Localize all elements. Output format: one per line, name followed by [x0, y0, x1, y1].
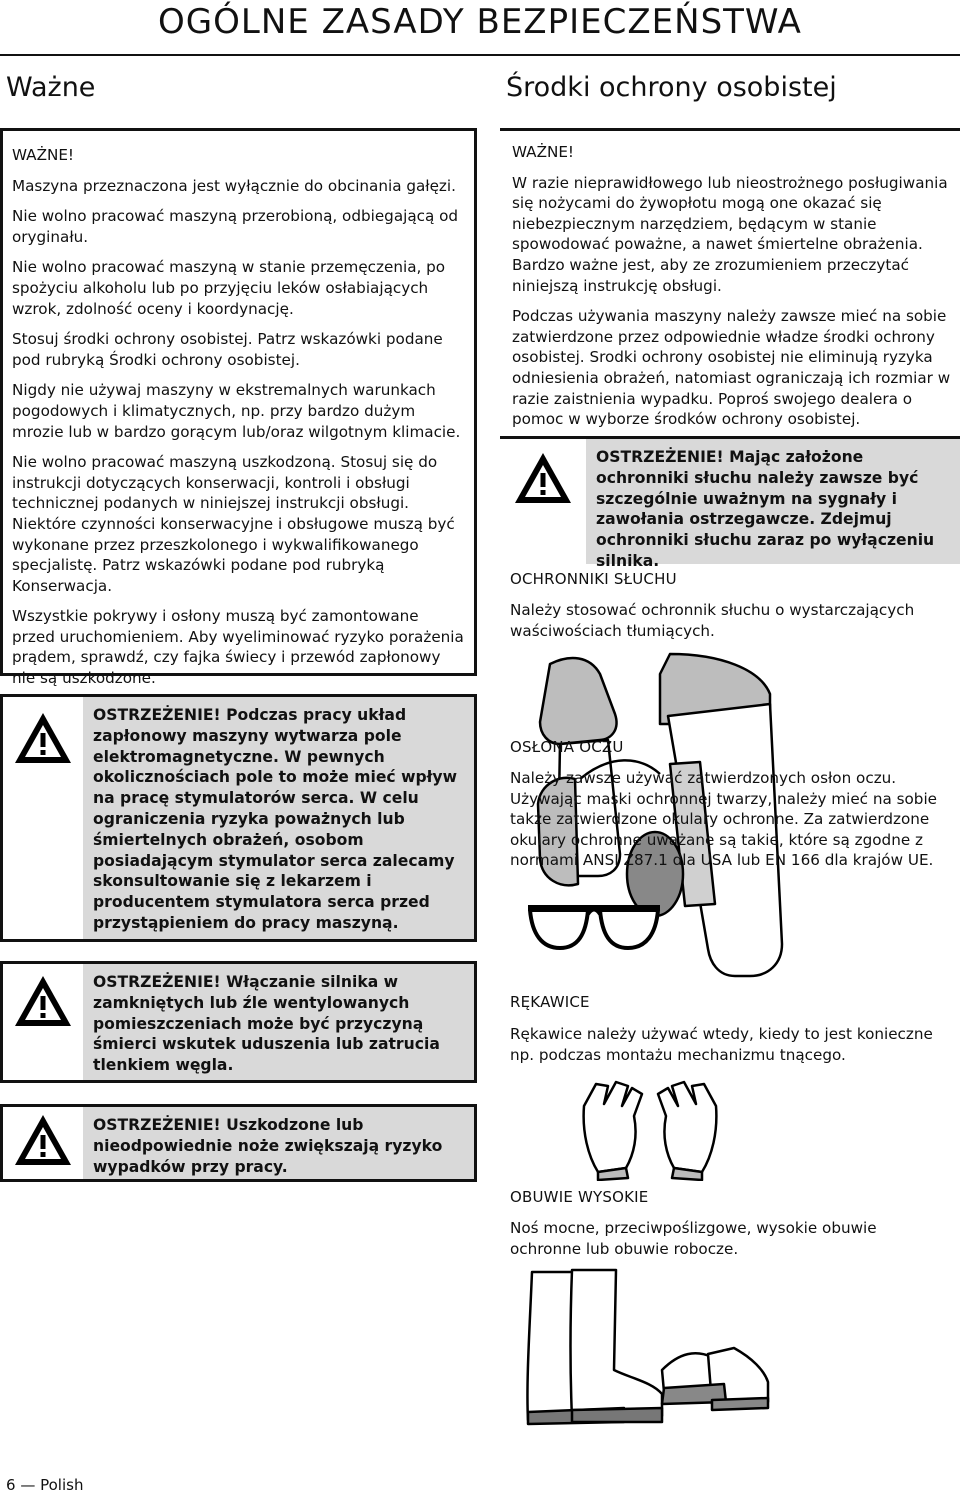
- eyes-text: Należy zawsze używać zatwierdzonych osłon oczu. Używając maski ochronnej twarzy, należy mieć na sobie także zatwierdzone okulary ochronne. Za zatwierdzone okulary ochronne uważane są takie, które są zgodne z normami ANSI Z87.1 dla USA lub EN 166 dla krajów UE.: [510, 769, 938, 870]
- hearing-text: Należy stosować ochronnik słuchu o wystarczających waściwościach tłumiących.: [510, 601, 915, 640]
- warning-box-hearing: [500, 436, 960, 570]
- important-paragraph: Wszystkie pokrywy i osłony muszą być zamontowane przed uruchomieniem. Aby wyeliminować ryzyko porażenia prądem, sprawdź, czy fajka świecy i przewód zapłonowy nie są uszkodzone.: [12, 607, 464, 688]
- warning-text: OSTRZEŻENIE! Mając założone ochronniki słuchu należy zawsze być szczególnie uważnym na sygnały i zawołania ostrzegawcze. Zdejmuj ochronniki słuchu zaraz po wyłączeniu silnika.: [596, 448, 935, 570]
- important-paragraph: Maszyna przeznaczona jest wyłącznie do obcinania gałęzi.: [12, 176, 456, 195]
- hearing-title: OCHRONNIKI SŁUCHU: [510, 570, 677, 588]
- page-number: 6: [6, 1476, 16, 1494]
- warning-box-ventilation: [0, 961, 477, 1083]
- title-divider: [0, 54, 960, 56]
- right-important-block: [512, 142, 952, 430]
- warning-box-pacemaker: [0, 694, 477, 942]
- important-label: WAŻNE!: [12, 146, 75, 164]
- important-paragraph: Stosuj środki ochrony osobistej. Patrz wskazówki podane pod rubryką Środki ochrony osobistej.: [12, 330, 443, 369]
- important-paragraph: Nie wolno pracować maszyną przerobioną, odbiegającą od oryginału.: [12, 207, 459, 246]
- footer-dash: —: [20, 1476, 36, 1494]
- important-box: [0, 128, 477, 688]
- boots-title: OBUWIE WYSOKIE: [510, 1188, 649, 1206]
- footer-language: Polish: [40, 1476, 84, 1494]
- warning-triangle-icon: [13, 711, 73, 765]
- warning-triangle-icon: [513, 451, 573, 505]
- boots-icon: [512, 1262, 772, 1432]
- important-paragraph: Nigdy nie używaj maszyny w ekstremalnych warunkach pogodowych i klimatycznych, np. przy bardzo dużym mrozie lub w bardzo gorącym lub/oraz wilgotnym klimacie.: [12, 381, 461, 441]
- warning-text: OSTRZEŻENIE! Uszkodzone lub nieodpowiednie noże zwiększają ryzyko wypadków przy pracy.: [93, 1116, 443, 1176]
- page-footer: [6, 1476, 83, 1494]
- important-paragraph: Nie wolno pracować maszyną uszkodzoną. Stosuj się do instrukcji dotyczących konserwacji, kontroli i obsługi technicznej podanych w niniejszej instrukcji obsługi. Niektóre czynności konserwacyjne i obsługowe muszą być wykonane przez przeszkolonego i wykwalifikowanego specjalistę. Patrz wskazówki podane pod rubryką Konserwacja.: [12, 453, 455, 595]
- important-paragraph: Podczas używania maszyny należy zawsze mieć na sobie zatwierdzone przez odpowiednie władze środki ochrony osobistej. Srodki ochrony osobistej nie eliminują ryzyka odniesienia obrażeń, natomiast ograniczają ich rozmiar w razie zaistnienia wypadku. Poproś swojego dealera o pomoc w wyborze środków ochrony osobistej.: [512, 307, 951, 429]
- warning-text: OSTRZEŻENIE! Włączanie silnika w zamkniętych lub źle wentylowanych pomieszczeniach może być przyczyną śmierci wskutek uduszenia lub zatrucia tlenkiem węgla.: [93, 973, 440, 1075]
- important-paragraph: Nie wolno pracować maszyną w stanie przemęczenia, po spożyciu alkoholu lub po przyjęciu leków osłabiających wzrok, zdolność oceny i koordynację.: [12, 258, 446, 318]
- page-title: OGÓLNE ZASADY BEZPIECZEŃSTWA: [158, 2, 802, 42]
- left-section-heading: Ważne: [6, 72, 96, 103]
- boots-text: Noś mocne, przeciwpoślizgowe, wysokie obuwie ochronne lub obuwie robocze.: [510, 1219, 877, 1258]
- right-top-rule: [500, 128, 960, 131]
- gloves-text: Rękawice należy używać wtedy, kiedy to jest konieczne np. podczas montażu mechanizmu tnącego.: [510, 1025, 933, 1064]
- warning-box-blades: [0, 1104, 477, 1182]
- important-label: WAŻNE!: [512, 143, 575, 161]
- warning-triangle-icon: [13, 1113, 73, 1167]
- eyes-title: OSŁONA OCZU: [510, 738, 624, 756]
- important-paragraph: W razie nieprawidłowego lub nieostrożnego posługiwania się nożycami do żywopłotu mogą one okazać się niebezpiecznym narzędziem, będącym w stanie spowodować poważne, a nawet śmiertelne obrażenia. Bardzo ważne jest, aby ze zrozumieniem przeczytać niniejszą instrukcję obsługi.: [512, 173, 948, 295]
- warning-text: OSTRZEŻENIE! Podczas pracy układ zapłonowy maszyny wytwarza pole elektromagnetyczne. W pewnych okolicznościach pole to może mieć wpływ na pracę stymulatorów serca. W celu ograniczenia ryzyka poważnych lub śmiertelnych obrażeń, osobom posiadającym stymulator serca zalecamy skonsultowanie się z lekarzem i producentem stymulatora serca przed przystąpieniem do pracy maszyną.: [93, 706, 458, 932]
- safety-glasses-icon: [526, 904, 662, 954]
- right-section-heading: Środki ochrony osobistej: [506, 72, 837, 103]
- gloves-icon: [576, 1076, 726, 1181]
- warning-triangle-icon: [13, 974, 73, 1028]
- gloves-title: RĘKAWICE: [510, 993, 590, 1011]
